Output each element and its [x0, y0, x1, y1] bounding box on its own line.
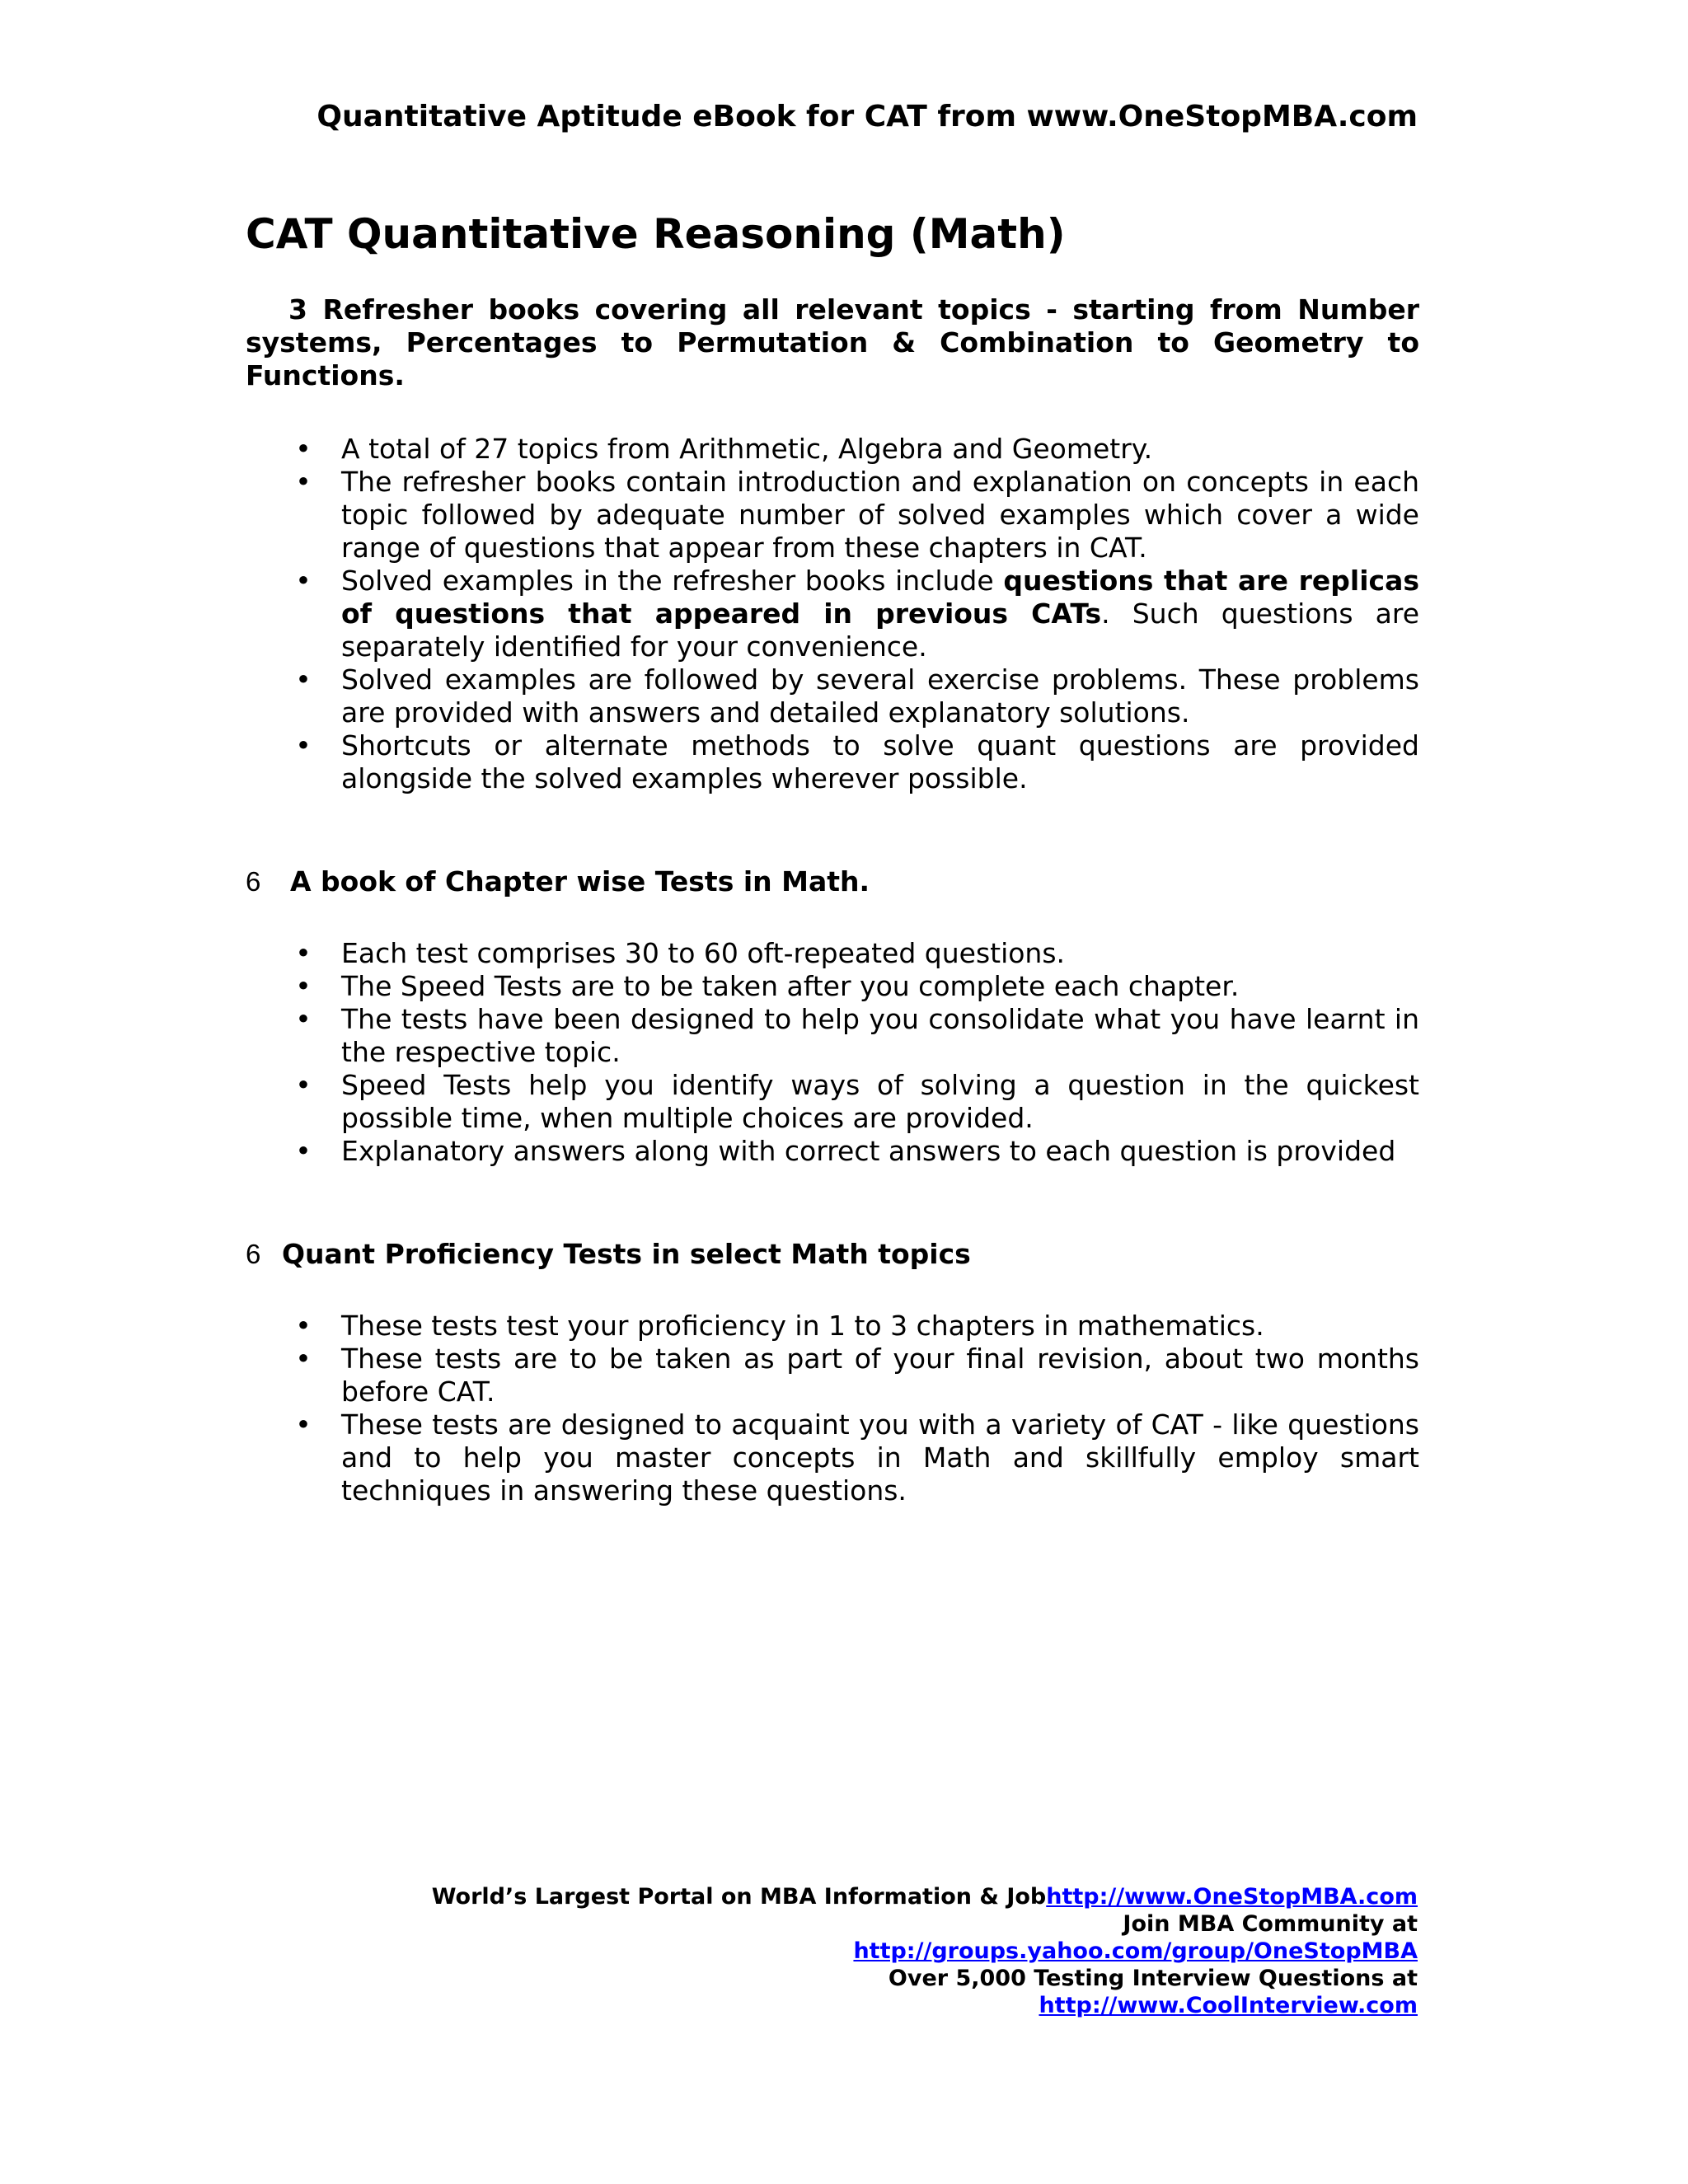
footer-interview-text: Over 5,000 Testing Interview Questions at — [888, 1966, 1418, 1991]
yahoo-group-link[interactable]: http://groups.yahoo.com/group/OneStopMBA — [853, 1938, 1418, 1964]
list-item — [290, 937, 1419, 970]
bullet-icon: • — [295, 466, 312, 498]
list-item — [290, 565, 1419, 663]
bullet-icon: • — [295, 1135, 312, 1167]
bullet-icon: • — [295, 729, 312, 762]
list-item-text: The refresher books contain introduction and explanation on concepts in each topic followed by adequate number of solved examples which cover a wide range of questions that appear from these chapters in CAT. — [341, 466, 1419, 564]
list-item-text-end: . Such questions are separately identified for your convenience. — [341, 598, 1420, 663]
bullet-icon: • — [295, 1343, 312, 1375]
list-item-text: Explanatory answers along with correct answers to each question is provided — [341, 1135, 1396, 1167]
list-item — [290, 970, 1419, 1003]
chapter-tests-bullet-list — [290, 937, 1419, 1168]
footer-community-text: Join MBA Community at — [1123, 1911, 1418, 1937]
list-item-text: Solved examples are followed by several exercise problems. These problems are provided with answers and detailed explanatory solutions. — [341, 663, 1419, 729]
footer-portal-text: World’s Largest Portal on MBA Information & Job — [431, 1884, 1047, 1910]
list-item-text: These tests are to be taken as part of your final revision, about two months before CAT. — [341, 1343, 1419, 1408]
list-item — [290, 1135, 1419, 1168]
section-heading-label: A book of Chapter wise Tests in Math. — [290, 865, 870, 898]
onestopmba-link[interactable]: http://www.OneStopMBA.com — [1046, 1884, 1418, 1910]
page-header: Quantitative Aptitude eBook for CAT from www.OneStopMBA.com — [316, 100, 1418, 134]
list-item-text: These tests test your proficiency in 1 to 3 chapters in mathematics. — [341, 1310, 1264, 1342]
list-item — [290, 1069, 1419, 1135]
list-item — [290, 1003, 1419, 1069]
bullet-icon: • — [295, 433, 312, 465]
page-footer — [247, 1883, 1418, 2019]
emphasized-text: questions that are replicas of questions that appeared in previous CATs — [341, 565, 1419, 630]
section-heading-proficiency-tests — [246, 1238, 971, 1271]
list-item-text: Shortcuts or alternate methods to solve quant questions are provided alongside the solved examples wherever possible. — [341, 729, 1419, 794]
list-item — [290, 1343, 1419, 1408]
list-item — [290, 433, 1419, 466]
list-item-text-start: Solved examples in the refresher books include — [341, 565, 1004, 597]
refresher-bullet-list — [290, 433, 1419, 795]
list-item — [290, 729, 1419, 795]
page-title: CAT Quantitative Reasoning (Math) — [246, 210, 1066, 258]
section-number: 6 — [246, 1239, 261, 1269]
bullet-icon: • — [295, 1408, 312, 1441]
section-heading-chapter-tests — [246, 865, 870, 898]
section-heading-label: Quant Proficiency Tests in select Math topics — [282, 1238, 971, 1270]
list-item — [290, 663, 1419, 729]
bullet-icon: • — [295, 970, 312, 1002]
list-item — [290, 1310, 1419, 1343]
list-item-text: Speed Tests help you identify ways of solving a question in the quickest possible time, when multiple choices are provided. — [341, 1069, 1419, 1134]
bullet-icon: • — [295, 663, 312, 696]
list-item-text: A total of 27 topics from Arithmetic, Algebra and Geometry. — [341, 433, 1153, 465]
intro-paragraph: 3 Refresher books covering all relevant topics - starting from Number systems, Percentages to Permutation & Combination to Geometry to Functions. — [246, 293, 1419, 391]
bullet-icon: • — [295, 1069, 312, 1101]
list-item-text: The Speed Tests are to be taken after you complete each chapter. — [341, 970, 1240, 1002]
list-item-text: These tests are designed to acquaint you with a variety of CAT - like questions and to help you master concepts in Math and skillfully employ smart techniques in answering these questions. — [341, 1408, 1419, 1507]
section-number: 6 — [246, 866, 261, 897]
bullet-icon: • — [295, 1003, 312, 1035]
list-item-text: The tests have been designed to help you consolidate what you have learnt in the respective topic. — [341, 1003, 1419, 1068]
list-item — [290, 466, 1419, 565]
footer-line-portal — [247, 1883, 1418, 1910]
bullet-icon: • — [295, 1310, 312, 1342]
bullet-icon: • — [295, 937, 312, 969]
bullet-icon: • — [295, 565, 312, 597]
coolinterview-link[interactable]: http://www.CoolInterview.com — [1039, 1993, 1418, 2018]
list-item-text: Each test comprises 30 to 60 oft-repeated questions. — [341, 937, 1066, 969]
proficiency-tests-bullet-list — [290, 1310, 1419, 1507]
list-item — [290, 1408, 1419, 1507]
